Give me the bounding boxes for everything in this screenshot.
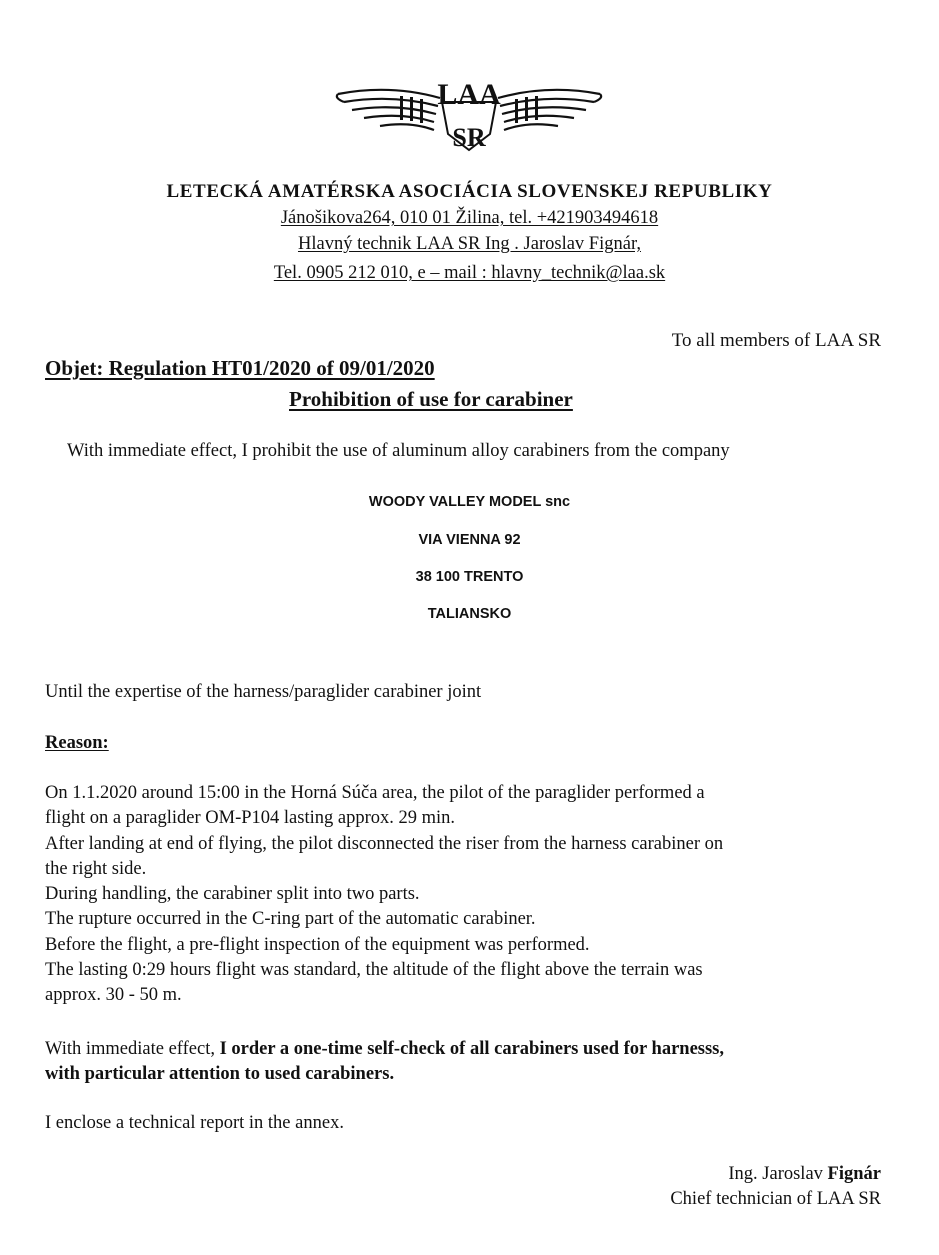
signature-name bbox=[728, 1162, 881, 1187]
signature-title: Chief technician of LAA SR bbox=[670, 1189, 881, 1209]
recipient-line: To all members of LAA SR bbox=[671, 330, 881, 351]
reason-heading: Reason: bbox=[45, 733, 109, 753]
organization-name: LETECKÁ AMATÉRSKA ASOCIÁCIA SLOVENSKEJ REPUBLIKY bbox=[166, 181, 773, 202]
subject-line: Objet: Regulation HT01/2020 of 09/01/2020 bbox=[45, 356, 435, 380]
contact-line: Tel. 0905 212 010, e – mail : hlavny_technik@laa.sk bbox=[273, 263, 666, 283]
company-street: VIA VIENNA 92 bbox=[418, 532, 521, 548]
reason-paragraph: On 1.1.2020 around 15:00 in the Horná Súča area, the pilot of the paraglider performed a flight on a paraglider OM-P104 lasting approx. 29 min. After landing at end of flying, the pilot disconnected the riser from the harness carabiner on the right side. During handling, the carabiner split into two parts. The rupture occurred in the C-ring part of the automatic carabiner. Before the flight, a pre-flight inspection of the equipment was performed. The lasting 0:29 hours flight was standard, the altitude of the flight above the terrain was approx. 30 - 50 m. bbox=[45, 783, 724, 1006]
order-prefix: With immediate effect, bbox=[45, 1039, 220, 1059]
order-paragraph bbox=[45, 1037, 905, 1062]
winged-logo-icon bbox=[330, 72, 608, 154]
chief-technician-line: Hlavný technik LAA SR Ing . Jaroslav Fignár, bbox=[297, 234, 641, 254]
intro-paragraph: With immediate effect, I prohibit the use of aluminum alloy carabiners from the company bbox=[67, 441, 730, 461]
logo-letters-top: LAA bbox=[437, 78, 501, 111]
subject-title: Prohibition of use for carabiner bbox=[289, 387, 573, 411]
company-country: TALIANSKO bbox=[427, 606, 512, 622]
until-paragraph: Until the expertise of the harness/paraglider carabiner joint bbox=[45, 682, 482, 702]
order-bold-line2: with particular attention to used carabiners. bbox=[45, 1064, 395, 1084]
company-city: 38 100 TRENTO bbox=[415, 569, 524, 585]
company-name: WOODY VALLEY MODEL snc bbox=[368, 494, 571, 510]
signature-name-bold: Fignár bbox=[827, 1164, 881, 1184]
logo-letters-bottom: SR bbox=[452, 123, 486, 152]
organization-address: Jánošikova264, 010 01 Žilina, tel. +421903494618 bbox=[280, 208, 659, 228]
enclosure-paragraph: I enclose a technical report in the annex. bbox=[45, 1113, 344, 1133]
laa-sr-logo bbox=[330, 72, 608, 154]
signature-name-prefix: Ing. Jaroslav bbox=[728, 1164, 828, 1184]
order-bold-line1: I order a one-time self-check of all carabiners used for harnesss, bbox=[219, 1039, 724, 1059]
